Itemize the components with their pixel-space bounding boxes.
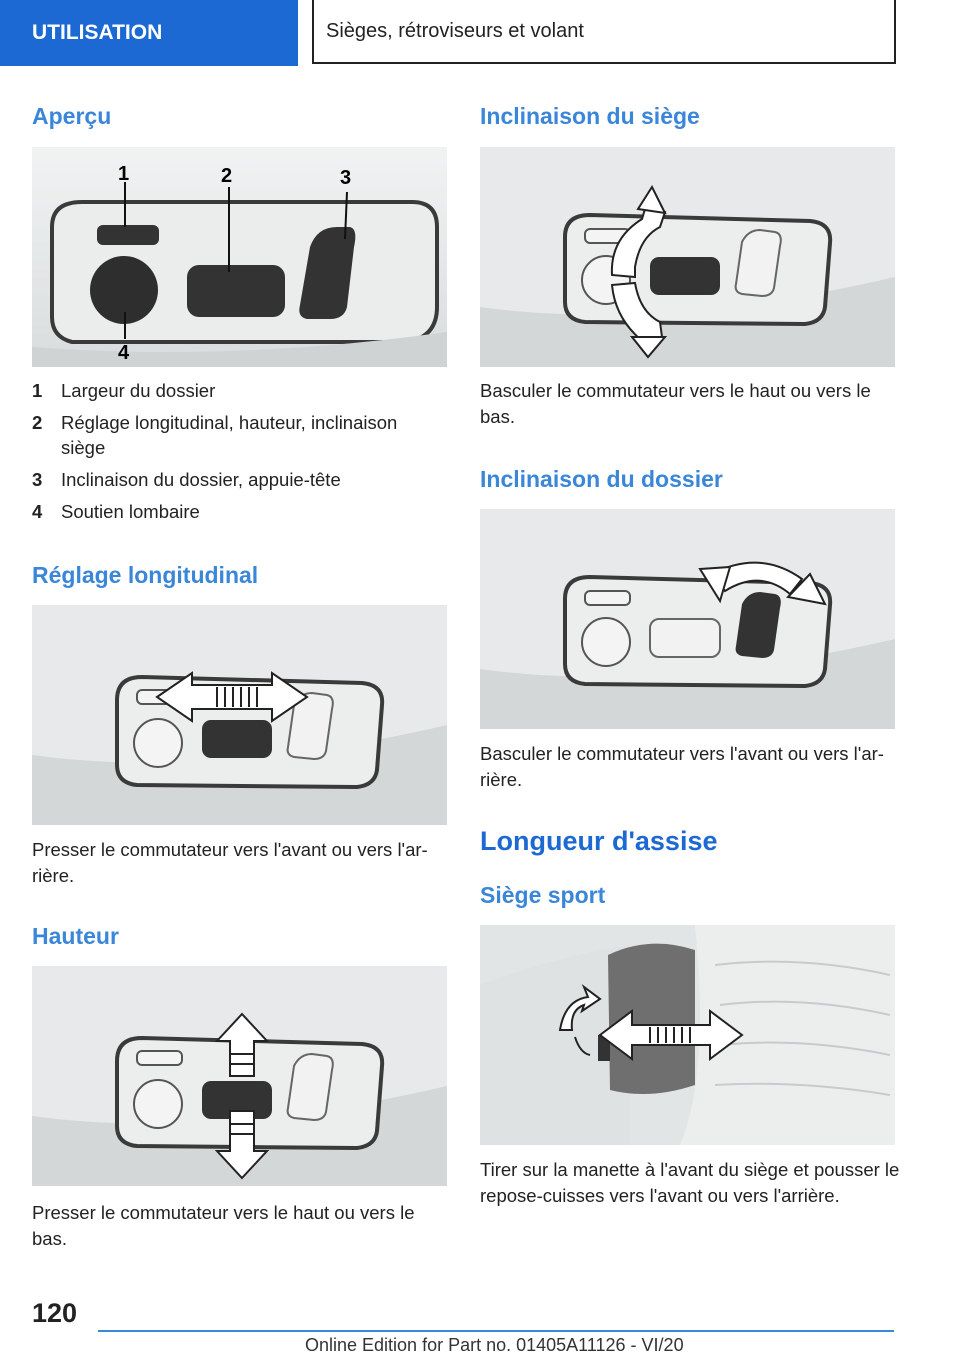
legend-number: 4 — [32, 501, 43, 522]
footer-divider — [98, 1330, 894, 1332]
longitudinal-figure — [32, 605, 447, 825]
seat-tilt-figure — [480, 147, 895, 367]
height-text: Presser le commutateur vers le haut ou vers le bas. — [32, 1202, 415, 1249]
legend-number: 1 — [32, 380, 43, 401]
section-tab — [0, 0, 298, 66]
legend-number: 3 — [32, 469, 43, 490]
backrest-tilt-figure — [480, 509, 895, 729]
callout-3: 3 — [340, 167, 352, 189]
backrest-tilt-illustration — [480, 509, 895, 729]
callout-4: 4 — [118, 342, 130, 364]
overview-figure — [32, 147, 447, 367]
legend-number: 2 — [32, 412, 43, 433]
legend-item — [32, 378, 452, 403]
edition-text: Online Edition for Part no. 01405A11126 - VI/20 — [305, 1335, 684, 1355]
seat-controls-overview-illustration — [32, 147, 447, 367]
longitudinal-heading: Réglage longitudinal — [32, 562, 259, 588]
legend-text: Largeur du dossier — [61, 380, 216, 401]
longitudinal-adjustment-illustration — [32, 605, 447, 825]
chapter-tab — [312, 0, 896, 64]
legend-list — [32, 378, 452, 531]
backrest-tilt-heading: Inclinaison du dossier — [480, 466, 723, 492]
legend-text: Réglage longitudinal, hauteur, inclinaison siège — [61, 412, 398, 458]
sport-seat-thigh-support-illustration — [480, 925, 895, 1145]
overview-heading: Aperçu — [32, 103, 112, 129]
legend-item — [32, 467, 452, 492]
height-figure — [32, 966, 447, 1186]
sport-seat-text: Tirer sur la manette à l'avant du siège et pousser le repose-cuisses vers l'avant ou vers l'arrière. — [480, 1159, 900, 1206]
seat-tilt-heading: Inclinaison du siège — [480, 103, 700, 129]
legend-text: Soutien lombaire — [61, 501, 200, 522]
sport-seat-heading: Siège sport — [480, 882, 606, 908]
longitudinal-text: Presser le commutateur vers l'avant ou vers l'arrière. — [32, 839, 428, 886]
seat-tilt-text: Basculer le commutateur vers le haut ou vers le bas. — [480, 380, 871, 427]
backrest-tilt-text: Basculer le commutateur vers l'avant ou vers l'arrière. — [480, 743, 884, 790]
legend-text: Inclinaison du dossier, appuie-tête — [61, 469, 341, 490]
section-title: UTILISATION — [32, 21, 163, 44]
seat-tilt-illustration — [480, 147, 895, 367]
height-heading: Hauteur — [32, 923, 119, 949]
sport-seat-figure — [480, 925, 895, 1145]
seat-length-heading: Longueur d'assise — [480, 826, 718, 856]
chapter-title: Sièges, rétroviseurs et volant — [326, 19, 584, 42]
legend-item — [32, 410, 452, 460]
page-number: 120 — [32, 1298, 78, 1328]
height-adjustment-illustration — [32, 966, 447, 1186]
callout-2: 2 — [221, 165, 233, 187]
legend-item — [32, 499, 452, 524]
callout-1: 1 — [118, 163, 130, 185]
